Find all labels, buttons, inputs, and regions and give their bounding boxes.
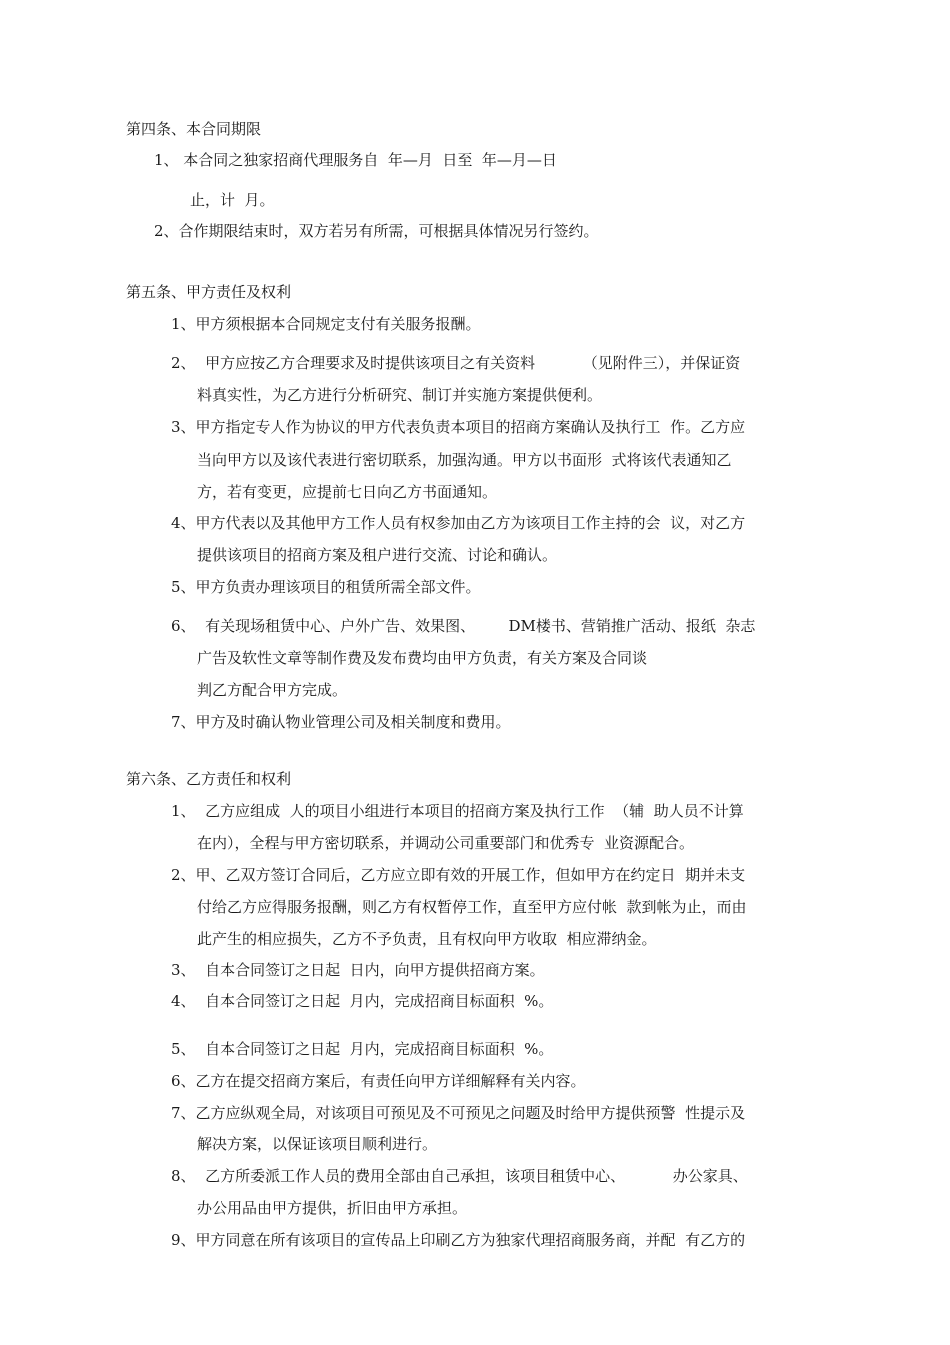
clause-line: 广告及软性文章等制作费及发布费均由甲方负责，有关方案及合同谈 bbox=[197, 649, 648, 667]
clause-line: 2、甲、乙双方签订合同后，乙方应立即有效的开展工作，但如甲方在约定日 期并未支 bbox=[171, 866, 746, 884]
clause-line: 止，计 月。 bbox=[190, 191, 275, 209]
clause-line: 判乙方配合甲方完成。 bbox=[197, 681, 348, 699]
clause-line: 方，若有变更，应提前七日向乙方书面通知。 bbox=[197, 483, 498, 501]
clause-line: 5、 自本合同签订之日起 月内，完成招商目标面积 %。 bbox=[171, 1040, 554, 1058]
clause-line: 4、 自本合同签订之日起 月内，完成招商目标面积 %。 bbox=[171, 992, 554, 1010]
clause-line: 6、 有关现场租赁中心、户外广告、效果图、 DM楼书、营销推广活动、报纸 杂志 bbox=[171, 617, 756, 635]
clause-line: 此产生的相应损失，乙方不予负责，且有权向甲方收取 相应滞纳金。 bbox=[197, 930, 657, 948]
clause-line: 解决方案，以保证该项目顺利进行。 bbox=[197, 1135, 438, 1153]
clause-line: 8、 乙方所委派工作人员的费用全部由自己承担，该项目租赁中心、 办公家具、 bbox=[171, 1167, 748, 1185]
clause-line: 1、 乙方应组成 人的项目小组进行本项目的招商方案及执行工作 （辅 助人员不计算 bbox=[171, 802, 744, 820]
section-5-heading: 第五条、甲方责任及权利 bbox=[126, 283, 292, 301]
clause-line: 2、合作期限结束时，双方若另有所需，可根据具体情况另行签约。 bbox=[154, 222, 599, 240]
clause-line: 4、甲方代表以及其他甲方工作人员有权参加由乙方为该项目工作主持的会 议，对乙方 bbox=[171, 514, 746, 532]
clause-line: 2、 甲方应按乙方合理要求及时提供该项目之有关资料 （见附件三），并保证资 bbox=[171, 354, 741, 372]
clause-line: 3、 自本合同签订之日起 日内，向甲方提供招商方案。 bbox=[171, 961, 545, 979]
clause-line: 7、乙方应纵观全局，对该项目可预见及不可预见之问题及时给甲方提供预警 性提示及 bbox=[171, 1104, 746, 1122]
clause-line: 料真实性，为乙方进行分析研究、制订并实施方案提供便利。 bbox=[197, 386, 603, 404]
section-4-heading: 第四条、本合同期限 bbox=[126, 120, 262, 138]
clause-line: 3、甲方指定专人作为协议的甲方代表负责本项目的招商方案确认及执行工 作。乙方应 bbox=[171, 418, 746, 436]
section-6-heading: 第六条、乙方责任和权利 bbox=[126, 770, 292, 788]
clause-line: 1、 本合同之独家招商代理服务自 年—月 日至 年—月—日 bbox=[154, 151, 557, 169]
clause-line: 7、甲方及时确认物业管理公司及相关制度和费用。 bbox=[171, 713, 511, 731]
clause-line: 提供该项目的招商方案及租户进行交流、讨论和确认。 bbox=[197, 546, 558, 564]
clause-line: 6、乙方在提交招商方案后，有责任向甲方详细解释有关内容。 bbox=[171, 1072, 586, 1090]
clause-line: 1、甲方须根据本合同规定支付有关服务报酬。 bbox=[171, 315, 481, 333]
clause-line: 在内），全程与甲方密切联系，并调动公司重要部门和优秀专 业资源配合。 bbox=[197, 834, 695, 852]
clause-line: 付给乙方应得服务报酬，则乙方有权暂停工作，直至甲方应付帐 款到帐为止，而由 bbox=[197, 898, 747, 916]
clause-line: 当向甲方以及该代表进行密切联系，加强沟通。甲方以书面形 式将该代表通知乙 bbox=[197, 451, 732, 469]
clause-line: 9、甲方同意在所有该项目的宣传品上印刷乙方为独家代理招商服务商，并配 有乙方的 bbox=[171, 1231, 746, 1249]
clause-line: 办公用品由甲方提供，折旧由甲方承担。 bbox=[197, 1199, 468, 1217]
clause-line: 5、甲方负责办理该项目的租赁所需全部文件。 bbox=[171, 578, 481, 596]
